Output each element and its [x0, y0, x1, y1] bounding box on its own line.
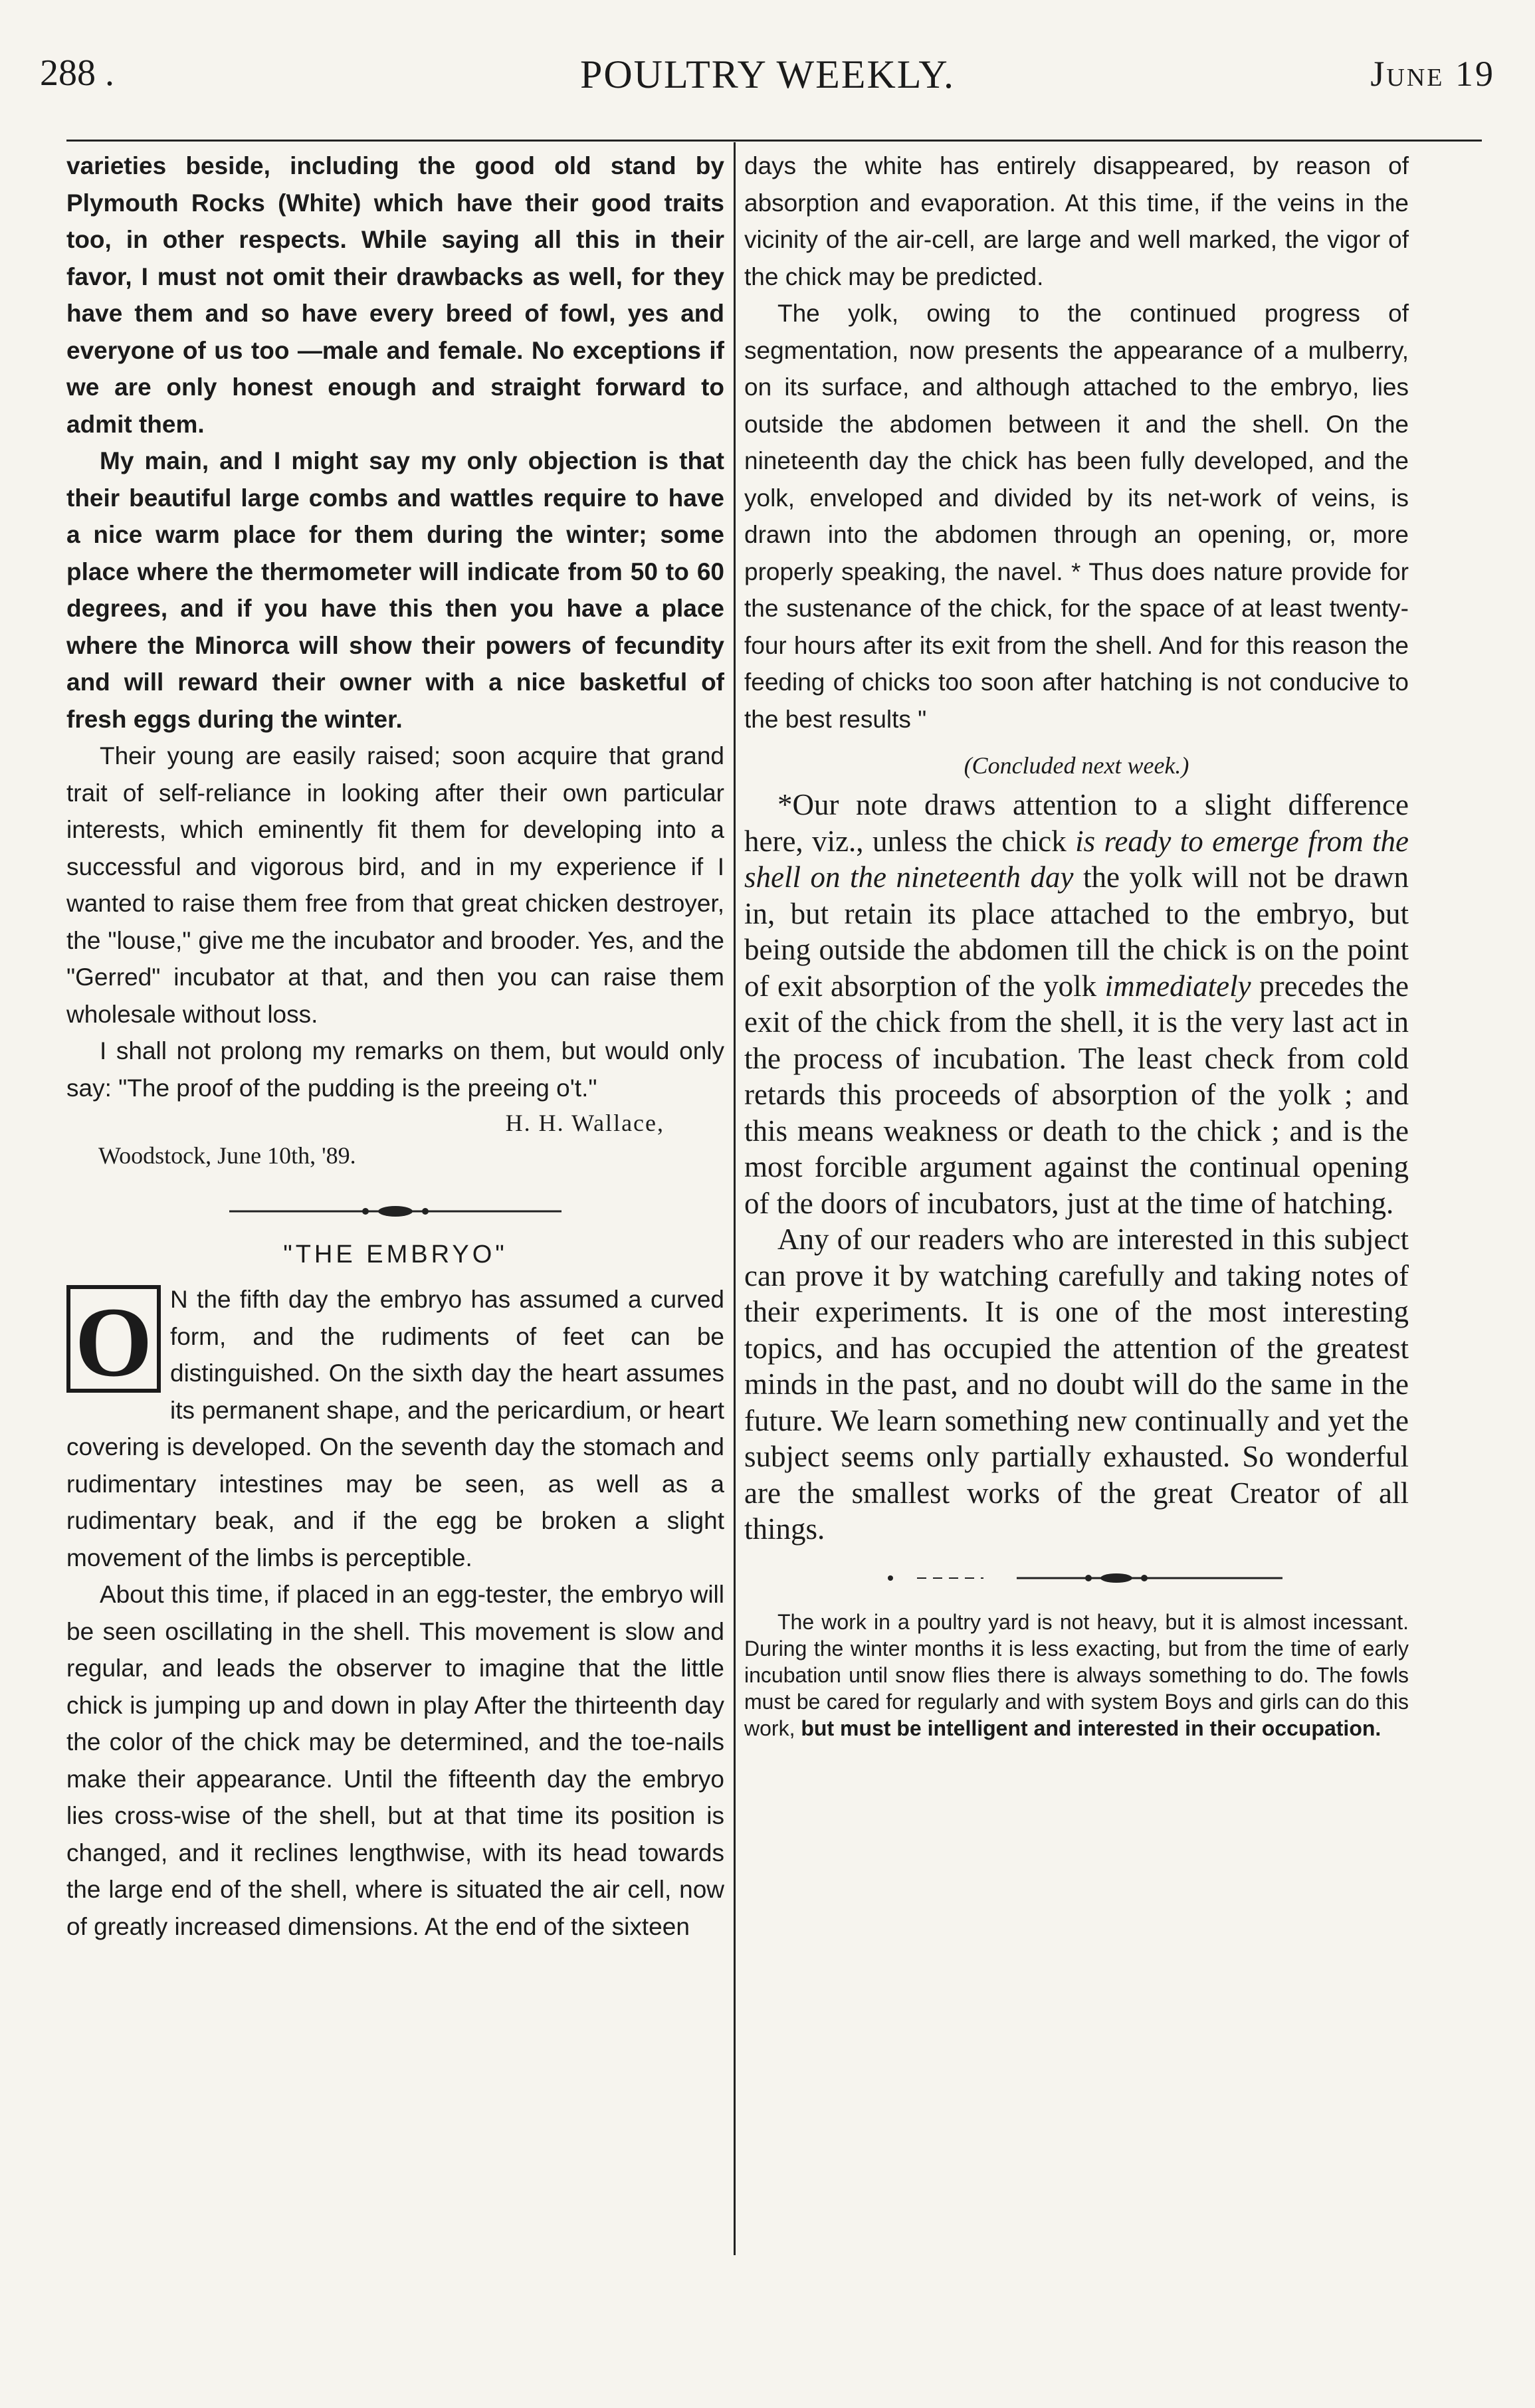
article-paragraph: I shall not prolong my remarks on them, but would only say: "The proof of the pudding is the preeing o't." [66, 1037, 724, 1102]
author-signature: H. H. Wallace, [505, 1110, 665, 1136]
note-text: the yolk will not be drawn in, but retain its place attached to the embryo, but being outside the abdomen till the chick is on the point of exit absorption of the yolk [744, 860, 1409, 1003]
tip-text: The work in a poultry yard is not heavy, but it is almost incessant. During the winter months it is less exacting, but from the time of early incubation until snow flies there is always something to do. The fowls must be cared for regularly and with system Boys and girls can do this work, [744, 1609, 1409, 1740]
left-column [66, 148, 724, 1945]
editor-note-paragraph: Any of our readers who are interested in this subject can prove it by watching carefully and taking notes of their experiments. It is one of the most interesting topics, and has occupied the attention of the greatest minds in the past, and no doubt will do the same in the future. We learn something new continually and yet the subject seems only partially exhausted. So wonderful are the smallest works of the great Creator of all things. [744, 1223, 1409, 1546]
page-number: 288 . [40, 52, 114, 94]
poultry-tip-paragraph [744, 1609, 1409, 1742]
issue-date: June 19 [1370, 54, 1495, 94]
section-divider-ornament [864, 1565, 1289, 1591]
right-column [744, 148, 1409, 1742]
article-paragraph: The yolk, owing to the continued progress of segmentation, now presents the appearance of a mulberry, on its surface, and although attached to the embryo, lies outside the abdomen between it and the shell. On the nineteenth day the chick has been fully developed, and the yolk, enveloped and divided by its net-work of veins, is drawn into the abdomen through an opening, or, more properly speaking, the navel. * Thus does nature provide for the sustenance of the chick, for the space of at least twenty-four hours after its exit from the shell. And for this reason the feeding of chicks too soon after hatching is not conducive to the best results " [744, 300, 1409, 733]
note-emphasis: is ready to emerge from the shell on the nineteenth day [744, 824, 1409, 894]
note-emphasis: immediately [1104, 969, 1251, 1003]
page-header [40, 52, 1495, 112]
masthead-title: POULTRY WEEKLY. [579, 52, 956, 96]
article-paragraph: My main, and I might say my only objection is that their beautiful large combs and wattles require to have a nice warm place for them during the winter; some place where the thermometer will indicate from 50 to 60 degrees, and if you have this then you have a place where the Minorca will show their powers of fecundity and will reward their owner with a nice basketful of fresh eggs during the winter. [66, 447, 724, 733]
section-title: "THE EMBRYO" [283, 1241, 508, 1268]
section-divider-ornament [223, 1198, 568, 1225]
article-paragraph: days the white has entirely disappeared, by reason of absorption and evaporation. At this time, if the veins in the vicinity of the air-cell, are large and well marked, the vigor of the chick may be predicted. [744, 152, 1409, 290]
column-divider [734, 142, 736, 2255]
header-rule [66, 140, 1482, 142]
article-paragraph: N the fifth day the embryo has assumed a curved form, and the rudiments of feet can be distinguished. On the sixth day the heart assumes its permanent shape, and the pericardium, or heart covering is developed. On the seventh day the stomach and rudimentary intestines may be seen, as well as a rudimentary beak, and if the egg be broken a slight movement of the limbs is perceptible. [66, 1286, 724, 1571]
tip-text-bold: but must be intelligent and interested in their occupation. [801, 1716, 1382, 1740]
embryo-article [66, 1281, 724, 1945]
note-text: precedes the exit of the chick from the shell, it is the very last act in the process of incubation. The least check from cold retards this proceeds of absorption of the yolk ; and this means weakness or death to the chick ; and is the most forcible argument against the continual opening of the doors of incubators, just at the time of hatching. [744, 969, 1409, 1220]
drop-cap: O [66, 1285, 161, 1393]
editor-note [744, 787, 1409, 1221]
article-paragraph: varieties beside, including the good old stand by Plymouth Rocks (White) which have their good traits too, in other respects. While saying all this in their favor, I must not omit their drawbacks as well, for they have them and so have every breed of fowl, yes and everyone of us too —male and female. No exceptions if we are only honest enough and straight forward to admit them. [66, 152, 724, 438]
article-paragraph: About this time, if placed in an egg-tester, the embryo will be seen oscillating in the shell. This movement is slow and regular, and leads the observer to imagine that the little chick is jumping up and down in play After the thirteenth day the color of the chick may be determined, and the toe-nails make their appearance. Until the fifteenth day the embryo lies cross-wise of the shell, but at that time its position is changed, and it reclines lengthwise, with its head towards the large end of the shell, where is situated the air cell, now of greatly increased dimensions. At the end of the sixteen [66, 1581, 724, 1940]
article-paragraph: Their young are easily raised; soon acquire that grand trait of self-reliance in looking after their own particular interests, which eminently fit them for developing into a successful and vigorous bird, and in my experience if I wanted to raise them free from that great chicken destroyer, the "louse," give me the incubator and brooder. Yes, and the "Gerred" incubator at that, and then you can raise them wholesale without loss. [66, 742, 724, 1028]
continuation-note: (Concluded next week.) [964, 752, 1189, 779]
author-place-date: Woodstock, June 10th, '89. [98, 1142, 356, 1169]
note-text: *Our note draws attention to a slight difference here, viz., unless the chick [744, 788, 1409, 858]
